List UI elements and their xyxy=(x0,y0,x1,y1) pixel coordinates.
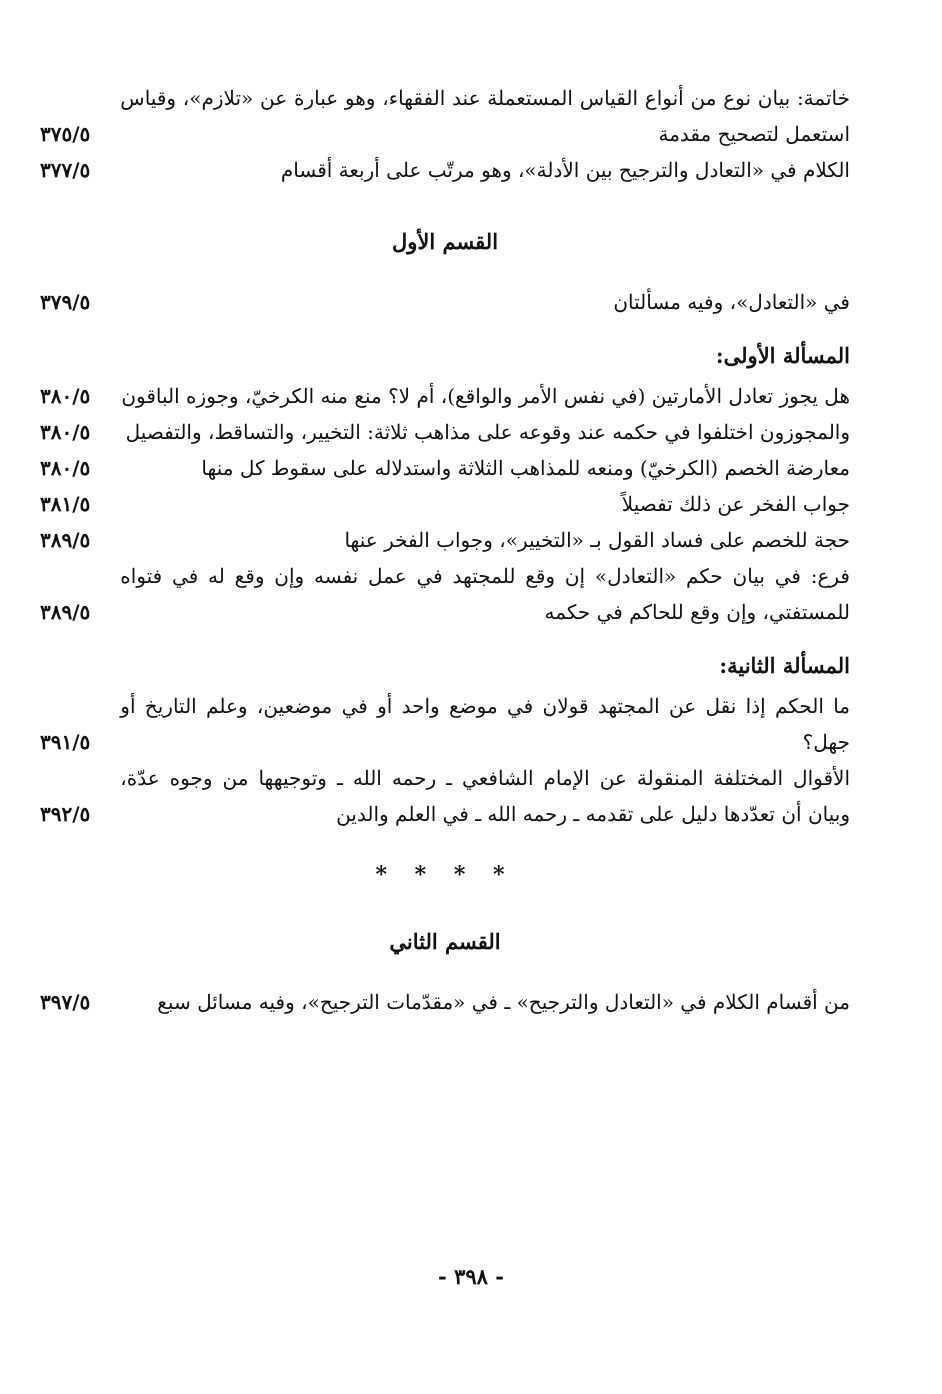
entry-text: ما الحكم إذا نقل عن المجتهد قولان في موضع واحد أو في موضعين، وعلم التاريخ أو جهل؟ xyxy=(120,694,850,754)
entry-text: في «التعادل»، وفيه مسألتان xyxy=(613,290,850,314)
section-separator: * * * * xyxy=(375,862,515,888)
masala-title-second: المسألة الثانية: xyxy=(719,653,850,678)
entry-page-ref: ٣٨٩/٥ xyxy=(40,600,91,624)
entry-page-ref: ٣٨٠/٥ xyxy=(40,420,91,444)
entry-text: من أقسام الكلام في «التعادل والترجيح» ـ في «مقدّمات الترجيح»، وفيه مسائل سبع xyxy=(157,990,850,1014)
index-entry-conclusion xyxy=(40,80,850,152)
entry-page-ref: ٣٩٢/٥ xyxy=(40,802,91,826)
section-title-first: القسم الأول xyxy=(391,229,499,254)
entry-text: حجة للخصم على فساد القول بـ «التخيير»، وجواب الفخر عنها xyxy=(344,528,850,552)
entry-text: خاتمة: بيان نوع من أنواع القياس المستعملة عند الفقهاء، وهو عبارة عن «تلازم»، وقياس استعمل لتصحيح مقدمة xyxy=(120,86,850,146)
page-number: - ٣٩٨ - xyxy=(438,1264,504,1289)
entry-page-ref: ٣٧٥/٥ xyxy=(40,122,91,146)
index-entry xyxy=(40,486,850,522)
masala-title-first: المسألة الأولى: xyxy=(715,343,850,368)
entry-page-ref: ٣٨١/٥ xyxy=(40,492,91,516)
entry-page-ref: ٣٩١/٥ xyxy=(40,730,91,754)
entry-page-ref: ٣٧٩/٥ xyxy=(40,290,91,314)
entry-text: والمجوزون اختلفوا في حكمه عند وقوعه على مذاهب ثلاثة: التخيير، والتساقط، والتفصيل xyxy=(125,420,850,444)
entry-text: الأقوال المختلفة المنقولة عن الإمام الشافعي ـ رحمه الله ـ وتوجيهها من وجوه عدّة، وبيان أن تعدّدها دليل على تقدمه ـ رحمه الله ـ في العلم والدين xyxy=(120,766,850,826)
index-entry xyxy=(40,414,850,450)
index-entry xyxy=(40,558,850,630)
entry-text: معارضة الخصم (الكرخيّ) ومنعه للمذاهب الثلاثة واستدلاله على سقوط كل منها xyxy=(201,456,850,480)
index-entry xyxy=(40,688,850,760)
index-entry xyxy=(40,450,850,486)
entry-page-ref: ٣٨٩/٥ xyxy=(40,528,91,552)
index-entry xyxy=(40,378,850,414)
entry-text: الكلام في «التعادل والترجيح بين الأدلة»، وهو مرتّب على أربعة أقسام xyxy=(280,158,850,182)
index-entry-section1-intro xyxy=(40,284,850,320)
index-entry xyxy=(40,522,850,558)
entry-page-ref: ٣٧٧/٥ xyxy=(40,158,91,182)
entry-page-ref: ٣٩٧/٥ xyxy=(40,990,91,1014)
entry-page-ref: ٣٨٠/٥ xyxy=(40,384,91,408)
index-entry-section2-intro xyxy=(40,984,850,1020)
entry-text: هل يجوز تعادل الأمارتين (في نفس الأمر والواقع)، أم لا؟ منع منه الكرخيّ، وجوزه الباقون xyxy=(121,384,850,408)
index-entry xyxy=(40,760,850,832)
index-entry-taadul-intro xyxy=(40,152,850,188)
index-page xyxy=(40,80,850,1020)
section-title-second: القسم الثاني xyxy=(389,929,501,954)
entry-text: جواب الفخر عن ذلك تفصيلاً xyxy=(621,492,850,516)
entry-text: فرع: في بيان حكم «التعادل» إن وقع للمجتهد في عمل نفسه وإن وقع له في فتواه للمستفتي، وإن وقع للحاكم في حكمه xyxy=(120,564,850,624)
entry-page-ref: ٣٨٠/٥ xyxy=(40,456,91,480)
